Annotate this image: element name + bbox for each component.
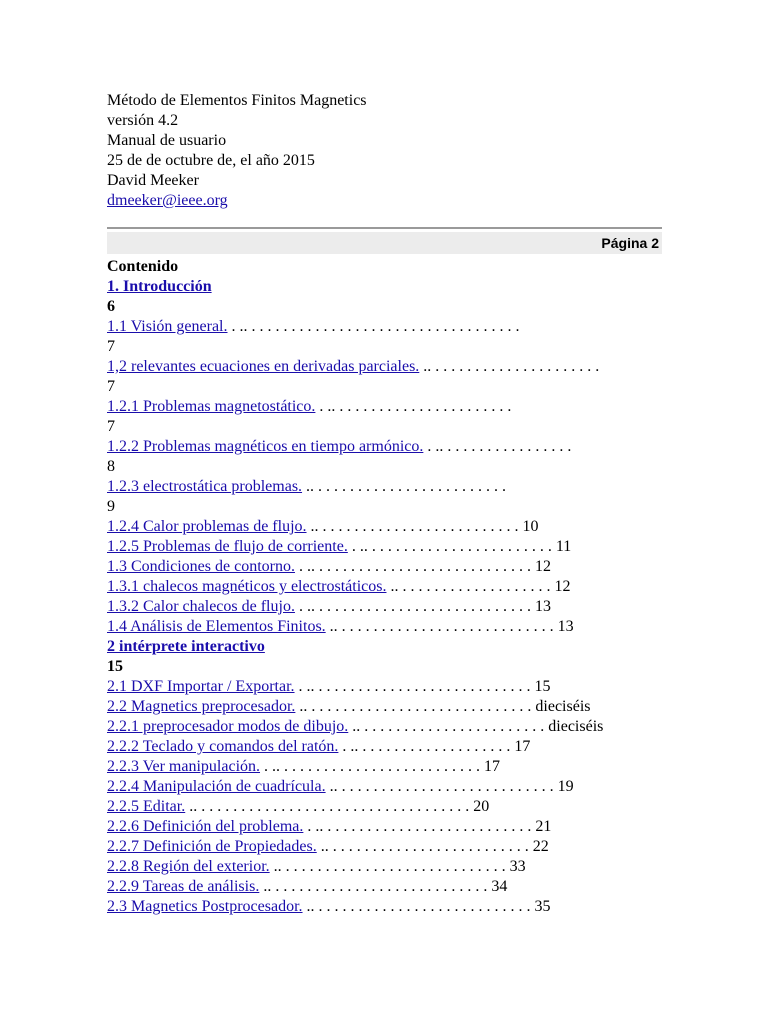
toc-entry bbox=[107, 697, 687, 717]
document-author: David Meeker bbox=[107, 172, 199, 189]
toc-entry-page: 12 bbox=[554, 578, 571, 595]
toc-leader-dots: .. . . . . . . . . . . . . . . . . . . . . . . . . . bbox=[306, 518, 519, 535]
toc-entry-link[interactable]: 1.1 Visión general. bbox=[107, 318, 228, 335]
toc-leader-dots: .. . . . . . . . . . . . . . . . . . . . bbox=[386, 578, 551, 595]
author-email-link[interactable]: dmeeker@ieee.org bbox=[107, 192, 228, 209]
document-title: Método de Elementos Finitos Magnetics bbox=[107, 92, 367, 109]
toc-entry-link[interactable]: 2.2.8 Región del exterior. bbox=[107, 858, 270, 875]
toc-leader-dots: . .. . . . . . . . . . . . . . . . . . . . . . . . . . . . bbox=[294, 558, 531, 575]
toc-page-number: 7 bbox=[107, 378, 115, 395]
toc-entry-link[interactable]: 1.3.1 chalecos magnéticos y electrostáticos. bbox=[107, 578, 387, 595]
toc-entry-link[interactable]: 2.2.2 Teclado y comandos del ratón. bbox=[107, 738, 339, 755]
toc-leader-dots: .. . . . . . . . . . . . . . . . . . . . . . . . . . . . bbox=[325, 778, 554, 795]
toc-leader-dots: .. . . . . . . . . . . . . . . . . . . . . . . . . . . . bbox=[302, 898, 531, 915]
toc-entry bbox=[107, 897, 687, 917]
toc-entry-link[interactable]: 1,2 relevantes ecuaciones en derivadas parciales. bbox=[107, 358, 420, 375]
toc-page-number: 15 bbox=[107, 658, 123, 675]
toc-entry bbox=[107, 517, 687, 537]
toc-leader-dots: . .. . . . . . . . . . . . . . . . . . . . . . . . . . . . . . . . . . . bbox=[227, 318, 520, 335]
table-of-contents bbox=[107, 257, 687, 917]
toc-leader-dots: . .. . . . . . . . . . . . . . . . . . . . . . . . bbox=[347, 538, 552, 555]
toc-entry-link[interactable]: 1.3.2 Calor chalecos de flujo. bbox=[107, 598, 295, 615]
document-version: versión 4.2 bbox=[107, 112, 179, 129]
toc-leader-dots: . .. . . . . . . . . . . . . . . . . . . . . . . . . . . . bbox=[294, 598, 531, 615]
document-header bbox=[107, 91, 367, 211]
toc-entry bbox=[107, 837, 687, 857]
toc-page-number: 9 bbox=[107, 498, 115, 515]
toc-entry-link[interactable]: 1.2.4 Calor problemas de flujo. bbox=[107, 518, 307, 535]
toc-entry bbox=[107, 677, 687, 697]
toc-leader-dots: .. . . . . . . . . . . . . . . . . . . . . . . . . bbox=[302, 478, 507, 495]
toc-entry-link[interactable]: 2.3 Magnetics Postprocesador. bbox=[107, 898, 303, 915]
toc-entry bbox=[107, 857, 687, 877]
toc-chapter bbox=[107, 637, 687, 657]
toc-entry-page: 35 bbox=[534, 898, 551, 915]
toc-leader-dots: . .. . . . . . . . . . . . . . . . . . . . . . . . . . . . bbox=[294, 678, 531, 695]
horizontal-rule bbox=[107, 227, 662, 229]
toc-leader-dots: . .. . . . . . . . . . . . . . . . . . . . . . . . . . . bbox=[303, 818, 532, 835]
toc-chapter-link[interactable]: 1. Introducción bbox=[107, 278, 212, 295]
toc-entry-link[interactable]: 1.4 Análisis de Elementos Finitos. bbox=[107, 618, 326, 635]
toc-entry bbox=[107, 357, 687, 377]
document-date: 25 de de octubre de, el año 2015 bbox=[107, 152, 315, 169]
toc-chapter-link[interactable]: 2 intérprete interactivo bbox=[107, 638, 265, 655]
toc-entry-page: 12 bbox=[534, 558, 551, 575]
toc-entry-link[interactable]: 2.2.9 Tareas de análisis. bbox=[107, 878, 260, 895]
toc-entry-link[interactable]: 2.1 DXF Importar / Exportar. bbox=[107, 678, 295, 695]
toc-entry-link[interactable]: 2.2.7 Definición de Propiedades. bbox=[107, 838, 317, 855]
toc-entry-page: 13 bbox=[557, 618, 574, 635]
toc-leader-dots: .. . . . . . . . . . . . . . . . . . . . . . . . . . . . . . . . . . . bbox=[185, 798, 470, 815]
toc-entry-page: dieciséis bbox=[535, 698, 591, 715]
toc-entry-page: 33 bbox=[509, 858, 526, 875]
toc-entry-page: 10 bbox=[522, 518, 539, 535]
toc-entry-link[interactable]: 2.2.6 Definición del problema. bbox=[107, 818, 304, 835]
toc-entry bbox=[107, 437, 687, 457]
toc-leader-dots: .. . . . . . . . . . . . . . . . . . . . . . . . . . . . bbox=[259, 878, 488, 895]
toc-entry bbox=[107, 877, 687, 897]
toc-entry bbox=[107, 817, 687, 837]
page-label: Página 2 bbox=[601, 235, 659, 251]
toc-entry-page: 20 bbox=[473, 798, 490, 815]
toc-entry-page: 22 bbox=[532, 838, 549, 855]
toc-entry bbox=[107, 597, 687, 617]
toc-entry-link[interactable]: 1.2.2 Problemas magnéticos en tiempo armónico. bbox=[107, 438, 424, 455]
toc-entry bbox=[107, 577, 687, 597]
toc-entry bbox=[107, 317, 687, 337]
toc-entry-link[interactable]: 2.2 Magnetics preprocesador. bbox=[107, 698, 296, 715]
toc-page-number: 8 bbox=[107, 458, 115, 475]
toc-heading: Contenido bbox=[107, 258, 179, 275]
toc-entry bbox=[107, 757, 687, 777]
toc-leader-dots: . .. . . . . . . . . . . . . . . . . . . . . . . bbox=[315, 398, 512, 415]
toc-entry-page: 13 bbox=[534, 598, 551, 615]
toc-entry-link[interactable]: 1.3 Condiciones de contorno. bbox=[107, 558, 295, 575]
toc-entry bbox=[107, 617, 687, 637]
toc-entry-link[interactable]: 2.2.1 preprocesador modos de dibujo. bbox=[107, 718, 349, 735]
toc-page-number: 6 bbox=[107, 298, 115, 315]
toc-leader-dots: .. . . . . . . . . . . . . . . . . . . . . . . . bbox=[348, 718, 545, 735]
toc-entry-link[interactable]: 2.2.5 Editar. bbox=[107, 798, 186, 815]
toc-entry-page: 11 bbox=[555, 538, 572, 555]
toc-leader-dots: .. . . . . . . . . . . . . . . . . . . . . . . . . . bbox=[316, 838, 529, 855]
toc-entry-link[interactable]: 1.2.5 Problemas de flujo de corriente. bbox=[107, 538, 348, 555]
toc-entry-page: 21 bbox=[535, 818, 552, 835]
toc-page-number: 7 bbox=[107, 338, 115, 355]
toc-leader-dots: .. . . . . . . . . . . . . . . . . . . . . . . . . . . . bbox=[325, 618, 554, 635]
toc-entry-page: 19 bbox=[557, 778, 574, 795]
toc-entry bbox=[107, 737, 687, 757]
page-number-bar bbox=[107, 232, 662, 254]
toc-leader-dots: .. . . . . . . . . . . . . . . . . . . . . . . . . . . . . bbox=[269, 858, 506, 875]
toc-entry-link[interactable]: 2.2.3 Ver manipulación. bbox=[107, 758, 261, 775]
toc-leader-dots: . .. . . . . . . . . . . . . . . . . . . . . . . . . . bbox=[260, 758, 481, 775]
toc-entry-page: dieciséis bbox=[548, 718, 604, 735]
toc-entry-page: 34 bbox=[491, 878, 508, 895]
toc-entry bbox=[107, 477, 687, 497]
toc-entry-page: 17 bbox=[514, 738, 531, 755]
toc-leader-dots: . .. . . . . . . . . . . . . . . . . . . . bbox=[338, 738, 511, 755]
toc-entry bbox=[107, 777, 687, 797]
toc-leader-dots: . .. . . . . . . . . . . . . . . . . bbox=[423, 438, 572, 455]
toc-entry-page: 15 bbox=[534, 678, 551, 695]
toc-leader-dots: .. . . . . . . . . . . . . . . . . . . . . . bbox=[419, 358, 600, 375]
toc-page-number: 7 bbox=[107, 418, 115, 435]
toc-entry-link[interactable]: 1.2.1 Problemas magnetostático. bbox=[107, 398, 316, 415]
toc-entry bbox=[107, 797, 687, 817]
toc-entry-link[interactable]: 2.2.4 Manipulación de cuadrícula. bbox=[107, 778, 326, 795]
document-type: Manual de usuario bbox=[107, 132, 227, 149]
toc-entry bbox=[107, 557, 687, 577]
toc-entry-link[interactable]: 1.2.3 electrostática problemas. bbox=[107, 478, 303, 495]
toc-entry bbox=[107, 537, 687, 557]
toc-entry bbox=[107, 717, 687, 737]
toc-entry bbox=[107, 397, 687, 417]
toc-leader-dots: .. . . . . . . . . . . . . . . . . . . . . . . . . . . . . bbox=[295, 698, 532, 715]
toc-chapter bbox=[107, 277, 687, 297]
toc-entry-page: 17 bbox=[484, 758, 501, 775]
